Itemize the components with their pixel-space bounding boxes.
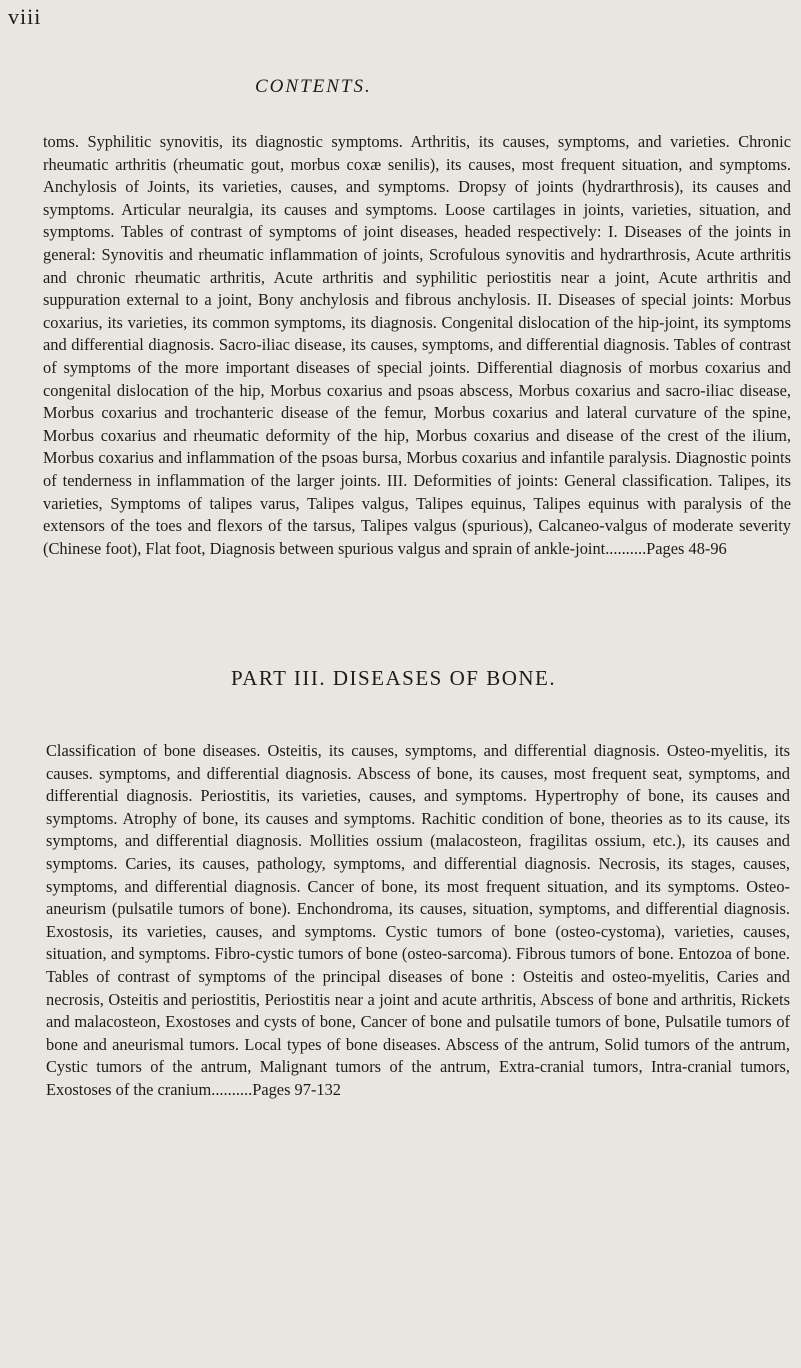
running-head: CONTENTS. bbox=[255, 76, 372, 97]
contents-section-bone: Classification of bone diseases. Osteitis, its causes, symptoms, and differential diagnosis. Osteo-myelitis, its causes. symptoms, and differential diagnosis. Abscess of bone, its causes, most frequent seat, symptoms, and differential diagnosis. Periostitis, its varieties, causes, and symptoms. Hypertrophy of bone, its causes and symptoms. Atrophy of bone, its causes and symptoms. Rachitic condition of bone, theories as to its cause, its symptoms, and differential diagnosis. Mollities ossium (malacosteon, fragilitas ossium, etc.), its causes and symptoms. Caries, its causes, pathology, symptoms, and differential diagnosis. Necrosis, its stages, causes, symptoms, and differential diagnosis. Cancer of bone, its most frequent situation, and its symptoms. Osteo-aneurism (pulsatile tumors of bone). Enchondroma, its causes, situation, symptoms, and differential diagnosis. Exostosis, its varieties, causes, and symptoms. Cystic tumors of bone (osteo-cystoma), varieties, causes, situation, and symptoms. Fibro-cystic tumors of bone (osteo-sarcoma). Fibrous tumors of bone. Entozoa of bone. Tables of contrast of symptoms of the principal diseases of bone : Osteitis and osteo-myelitis, Caries and necrosis, Osteitis and periostitis, Periostitis near a joint and acute arthritis, Abscess of bone and arthritis, Rickets and malacosteon, Exostoses and cysts of bone, Cancer of bone and pulsatile tumors of bone, Pulsatile tumors of bone and aneurismal tumors. Local types of bone diseases. Abscess of the antrum, Solid tumors of the antrum, Cystic tumors of the antrum, Malignant tumors of the antrum, Extra-cranial tumors, Intra-cranial tumors, Exostoses of the cranium..........Pages 97-132 bbox=[46, 741, 790, 1099]
page-number: viii bbox=[8, 4, 42, 29]
contents-section-joints: toms. Syphilitic synovitis, its diagnostic symptoms. Arthritis, its causes, symptoms, and varieties. Chronic rheumatic arthritis (rheumatic gout, morbus coxæ senilis), its causes, most frequent situation, and symptoms. Anchylosis of Joints, its varieties, causes, and symptoms. Dropsy of joints (hydrarthrosis), its causes and symptoms. Articular neuralgia, its causes and symptoms. Loose cartilages in joints, varieties, situation, and symptoms. Tables of contrast of symptoms of joint diseases, headed respectively: I. Diseases of the joints in general: Synovitis and rheumatic inflammation of joints, Scrofulous synovitis and hydrarthrosis, Acute arthritis and chronic rheumatic arthritis, Acute arthritis and syphilitic periostitis near a joint, Acute arthritis and suppuration external to a joint, Bony anchylosis and fibrous anchylosis. II. Diseases of special joints: Morbus coxarius, its varieties, its common symptoms, its diagnosis. Congenital dislocation of the hip-joint, its symptoms and differential diagnosis. Sacro-iliac disease, its causes, symptoms, and differential diagnosis. Tables of contrast of symptoms of the more important diseases of special joints. Differential diagnosis of morbus coxarius and congenital dislocation of the hip, Morbus coxarius and psoas abscess, Morbus coxarius and sacro-iliac disease, Morbus coxarius and trochanteric disease of the femur, Morbus coxarius and lateral curvature of the spine, Morbus coxarius and rheumatic deformity of the hip, Morbus coxarius and disease of the crest of the ilium, Morbus coxarius and inflammation of the psoas bursa, Morbus coxarius and infantile paralysis. Diagnostic points of tenderness in inflammation of the larger joints. III. Deformities of joints: General classification. Talipes, its varieties, Symptoms of talipes varus, Talipes valgus, Talipes equinus, Talipes equinus with paralysis of the extensors of the toes and flexors of the tarsus, Talipes valgus (spurious), Calcaneo-valgus of moderate severity (Chinese foot), Flat foot, Diagnosis between spurious valgus and sprain of ankle-joint..........Pages 48-96 bbox=[43, 132, 791, 558]
part-heading: PART III. DISEASES OF BONE. bbox=[231, 666, 557, 690]
